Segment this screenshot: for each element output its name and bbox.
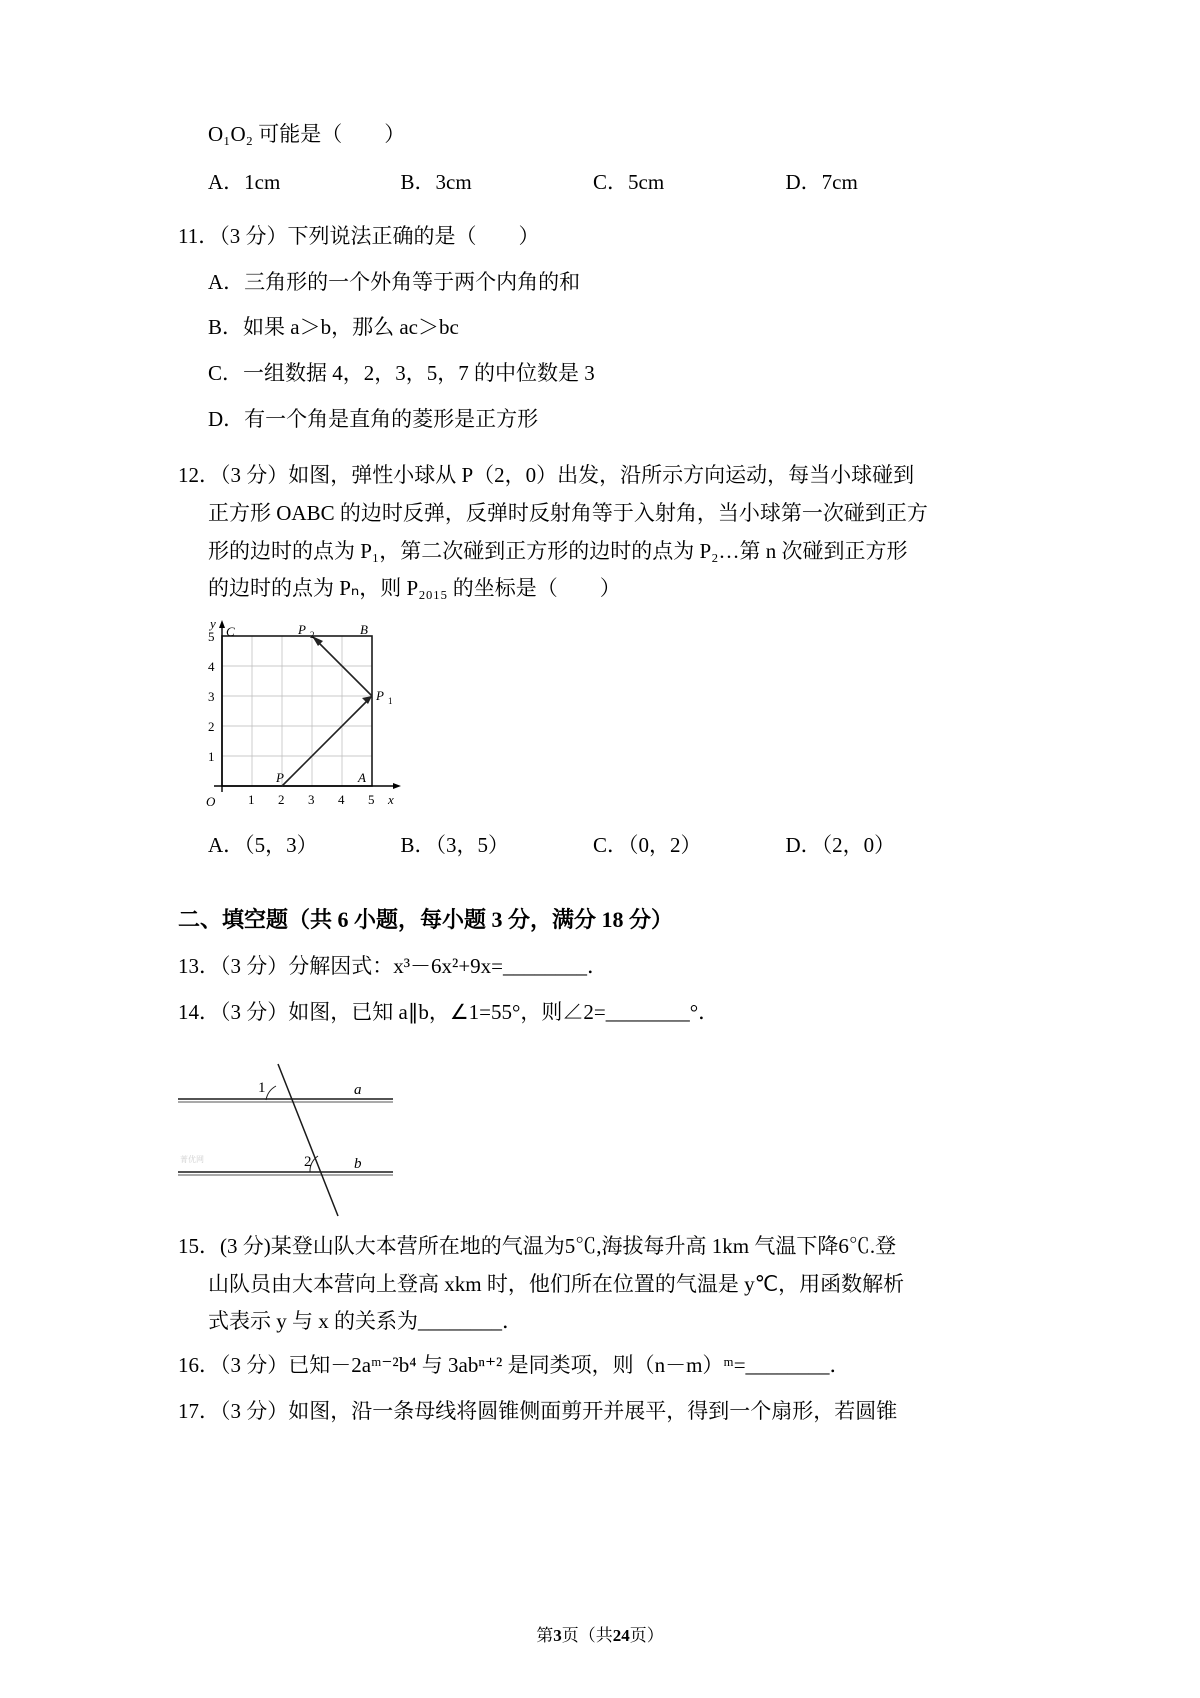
- q10-option-c[interactable]: C．5cm: [593, 169, 665, 194]
- footer-prefix: 第: [536, 1626, 554, 1645]
- q11-option-a[interactable]: A．三角形的一个外角等于两个内角的和: [208, 269, 581, 294]
- svg-text:P: P: [276, 770, 284, 786]
- svg-text:P: P: [298, 622, 306, 638]
- q15-line-3: 式表示 y 与 x 的关系为________．: [208, 1309, 523, 1334]
- svg-text:x: x: [388, 792, 394, 808]
- svg-text:3: 3: [208, 689, 215, 705]
- page-footer: [0, 1621, 1200, 1646]
- q10-stem: O₁O₂ 可能是（ ）: [208, 122, 406, 146]
- q14-stem: 14．（3 分）如图，已知 a∥b，∠1=55°，则∠2=________°．: [178, 999, 720, 1024]
- footer-suffix: 页）: [629, 1626, 664, 1645]
- svg-text:3: 3: [308, 792, 315, 808]
- q12-options: [178, 829, 978, 859]
- svg-text:1: 1: [388, 696, 393, 707]
- q12-option-d[interactable]: D．（2，0）: [785, 833, 896, 858]
- q12-line-1: 12．（3 分）如图，弹性小球从 P（2，0）出发，沿所示方向运动，每当小球碰到: [178, 462, 915, 487]
- q10-option-b[interactable]: B．3cm: [400, 169, 472, 194]
- q12-option-a[interactable]: A．（5，3）: [208, 833, 318, 858]
- footer-middle: 页（共: [561, 1626, 613, 1645]
- line-b-label: b: [354, 1155, 362, 1172]
- svg-text:2: 2: [278, 792, 285, 808]
- q12-line-3: 形的边时的点为 P₁，第二次碰到正方形的边时的点为 P₂…第 n 次碰到正方形: [208, 538, 908, 563]
- q17: 17．（3 分）如图，沿一条母线将圆锥侧面剪开并展平，得到一个扇形，若圆锥: [178, 1399, 898, 1423]
- q12-figure: [192, 614, 978, 819]
- svg-text:5: 5: [368, 792, 375, 808]
- angle-2-label: 2: [304, 1153, 312, 1170]
- svg-text:4: 4: [338, 792, 345, 808]
- svg-text:A: A: [358, 770, 366, 786]
- svg-text:B: B: [360, 622, 368, 638]
- svg-text:P: P: [376, 688, 384, 704]
- svg-text:2: 2: [208, 719, 215, 735]
- q12-line-2: 正方形 OABC 的边时反弹，反弹时反射角等于入射角，当小球第一次碰到正方: [208, 500, 928, 525]
- svg-text:O: O: [206, 794, 216, 810]
- q11-option-b[interactable]: B．如果 a＞b，那么 ac＞bc: [208, 315, 459, 340]
- section-2-title: 二、填空题（共 6 小题，每小题 3 分，满分 18 分）: [178, 907, 674, 933]
- q10-options: [178, 166, 978, 196]
- q15-line-2: 山队员由大本营向上登高 xkm 时，他们所在位置的气温是 y℃，用函数解析: [208, 1271, 905, 1296]
- svg-text:y: y: [210, 616, 216, 632]
- svg-text:C: C: [226, 624, 235, 640]
- svg-text:4: 4: [208, 659, 215, 675]
- q14-figure: [178, 1044, 978, 1224]
- angle-1-label: 1: [258, 1079, 266, 1096]
- q11-stem: 11．（3 分）下列说法正确的是（ ）: [178, 223, 540, 248]
- q10-option-d[interactable]: D．7cm: [785, 169, 858, 194]
- footer-page-number: 3: [553, 1626, 562, 1645]
- svg-text:1: 1: [208, 749, 215, 765]
- q12-line-4: 的边时的点为 Pₙ，则 P₂₀₁₅ 的坐标是（ ）: [208, 576, 621, 601]
- q15-line-1: 15．(3 分)某登山队大本营所在地的气温为5℃,海拔每升高 1km 气温下降6℃.登: [178, 1233, 897, 1258]
- footer-total-pages: 24: [612, 1626, 630, 1645]
- q11-option-c[interactable]: C．一组数据 4，2，3，5，7 的中位数是 3: [208, 361, 595, 386]
- q11-option-d[interactable]: D．有一个角是直角的菱形是正方形: [208, 407, 539, 432]
- svg-text:2: 2: [310, 630, 315, 641]
- q12-option-c[interactable]: C．（0，2）: [593, 833, 702, 858]
- q12-option-b[interactable]: B．（3，5）: [400, 833, 510, 858]
- page-content: [178, 120, 978, 1443]
- q16: 16．（3 分）已知－2aᵐ⁻²b⁴ 与 3abⁿ⁺² 是同类项，则（n－m）ᵐ=________．: [178, 1353, 851, 1378]
- svg-text:1: 1: [248, 792, 255, 808]
- svg-text:菁优网: 菁优网: [180, 1154, 204, 1164]
- svg-text:5: 5: [208, 629, 215, 645]
- q13: 13．（3 分）分解因式：x³－6x²+9x=________．: [178, 954, 609, 979]
- q10-option-a[interactable]: A．1cm: [208, 169, 281, 194]
- line-a-label: a: [354, 1081, 362, 1098]
